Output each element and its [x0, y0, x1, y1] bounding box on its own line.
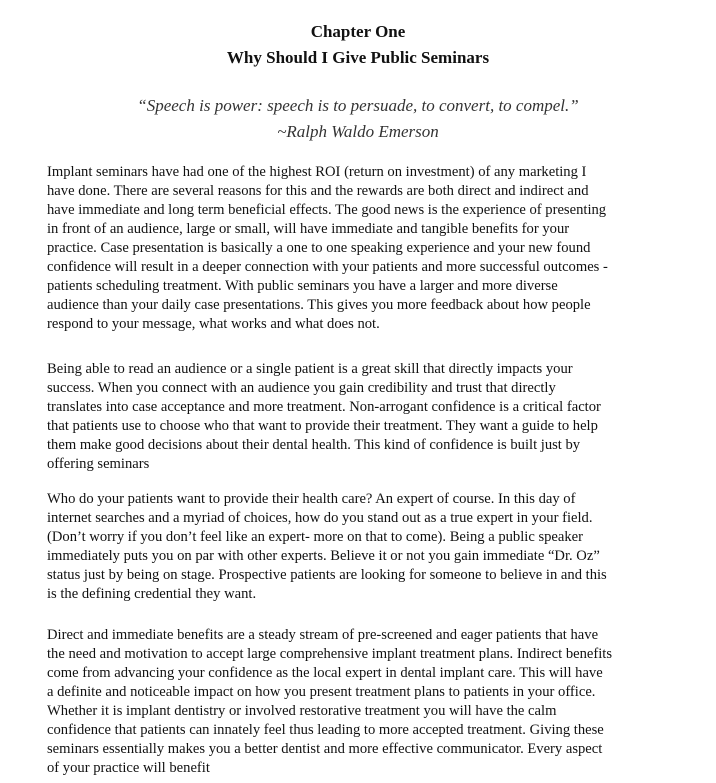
epigraph-quote: “Speech is power: speech is to persuade, to convert, to compel.” [137, 96, 579, 115]
body-paragraph-benefits: Direct and immediate benefits are a steady stream of pre-screened and eager patients that have the need and motivation to accept large comprehensive implant treatment plans. Indirect benefits come from advancing your confidence as the local expert in dental implant care. This will have a definite and noticeable impact on how you present treatment plans to patients in your office. Whether it is implant dentistry or involved restorative treatment you will have the calm confidence that patients can innately feel thus leading to more accepted treatment. Giving these seminars essentially makes you a better dentist and more effective communicator. Every aspect of your practice will benefit [47, 627, 613, 776]
epigraph-attribution: ~Ralph Waldo Emerson [277, 122, 439, 141]
body-paragraph-reading-audience: Being able to read an audience or a single patient is a great skill that directly impacts your success. When you connect with an audience you gain credibility and trust that directly translates into case acceptance and more treatment. Non-arrogant confidence is a critical factor that patients use to choose who that want to provide their treatment. They want a guide to help them make good decisions about their dental health. This kind of confidence is built just by offering seminars [47, 361, 601, 472]
chapter-title-heading: Why Should I Give Public Seminars [226, 48, 490, 67]
body-paragraph-roi: Implant seminars have had one of the highest ROI (return on investment) of any marketing I have done. There are several reasons for this and the rewards are both direct and indirect and have immediate and long term beneficial effects. The good news is the experience of presenting in front of an audience, large or small, will have immediate and tangible benefits for your practice. Case presentation is basically a one to one speaking experience and your new found confidence will result in a deeper connection with your patients and more successful outcomes - patients scheduling treatment. With public seminars you have a larger and more diverse audience than your daily case presentations. This gives you more feedback about how people respond to your message, what works and what does not. [47, 164, 608, 332]
body-paragraph-expert: Who do your patients want to provide their health care? An expert of course. In this day of internet searches and a myriad of choices, how do you stand out as a true expert in your field. (Don’t worry if you don’t feel like an expert- more on that to come). Being a public speaker immediately puts you on par with other experts. Believe it or not you gain immediate “Dr. Oz” status just by being on stage. Prospective patients are looking for someone to believe in and this is the defining credential they want. [47, 491, 607, 602]
chapter-number-heading: Chapter One [310, 22, 406, 41]
